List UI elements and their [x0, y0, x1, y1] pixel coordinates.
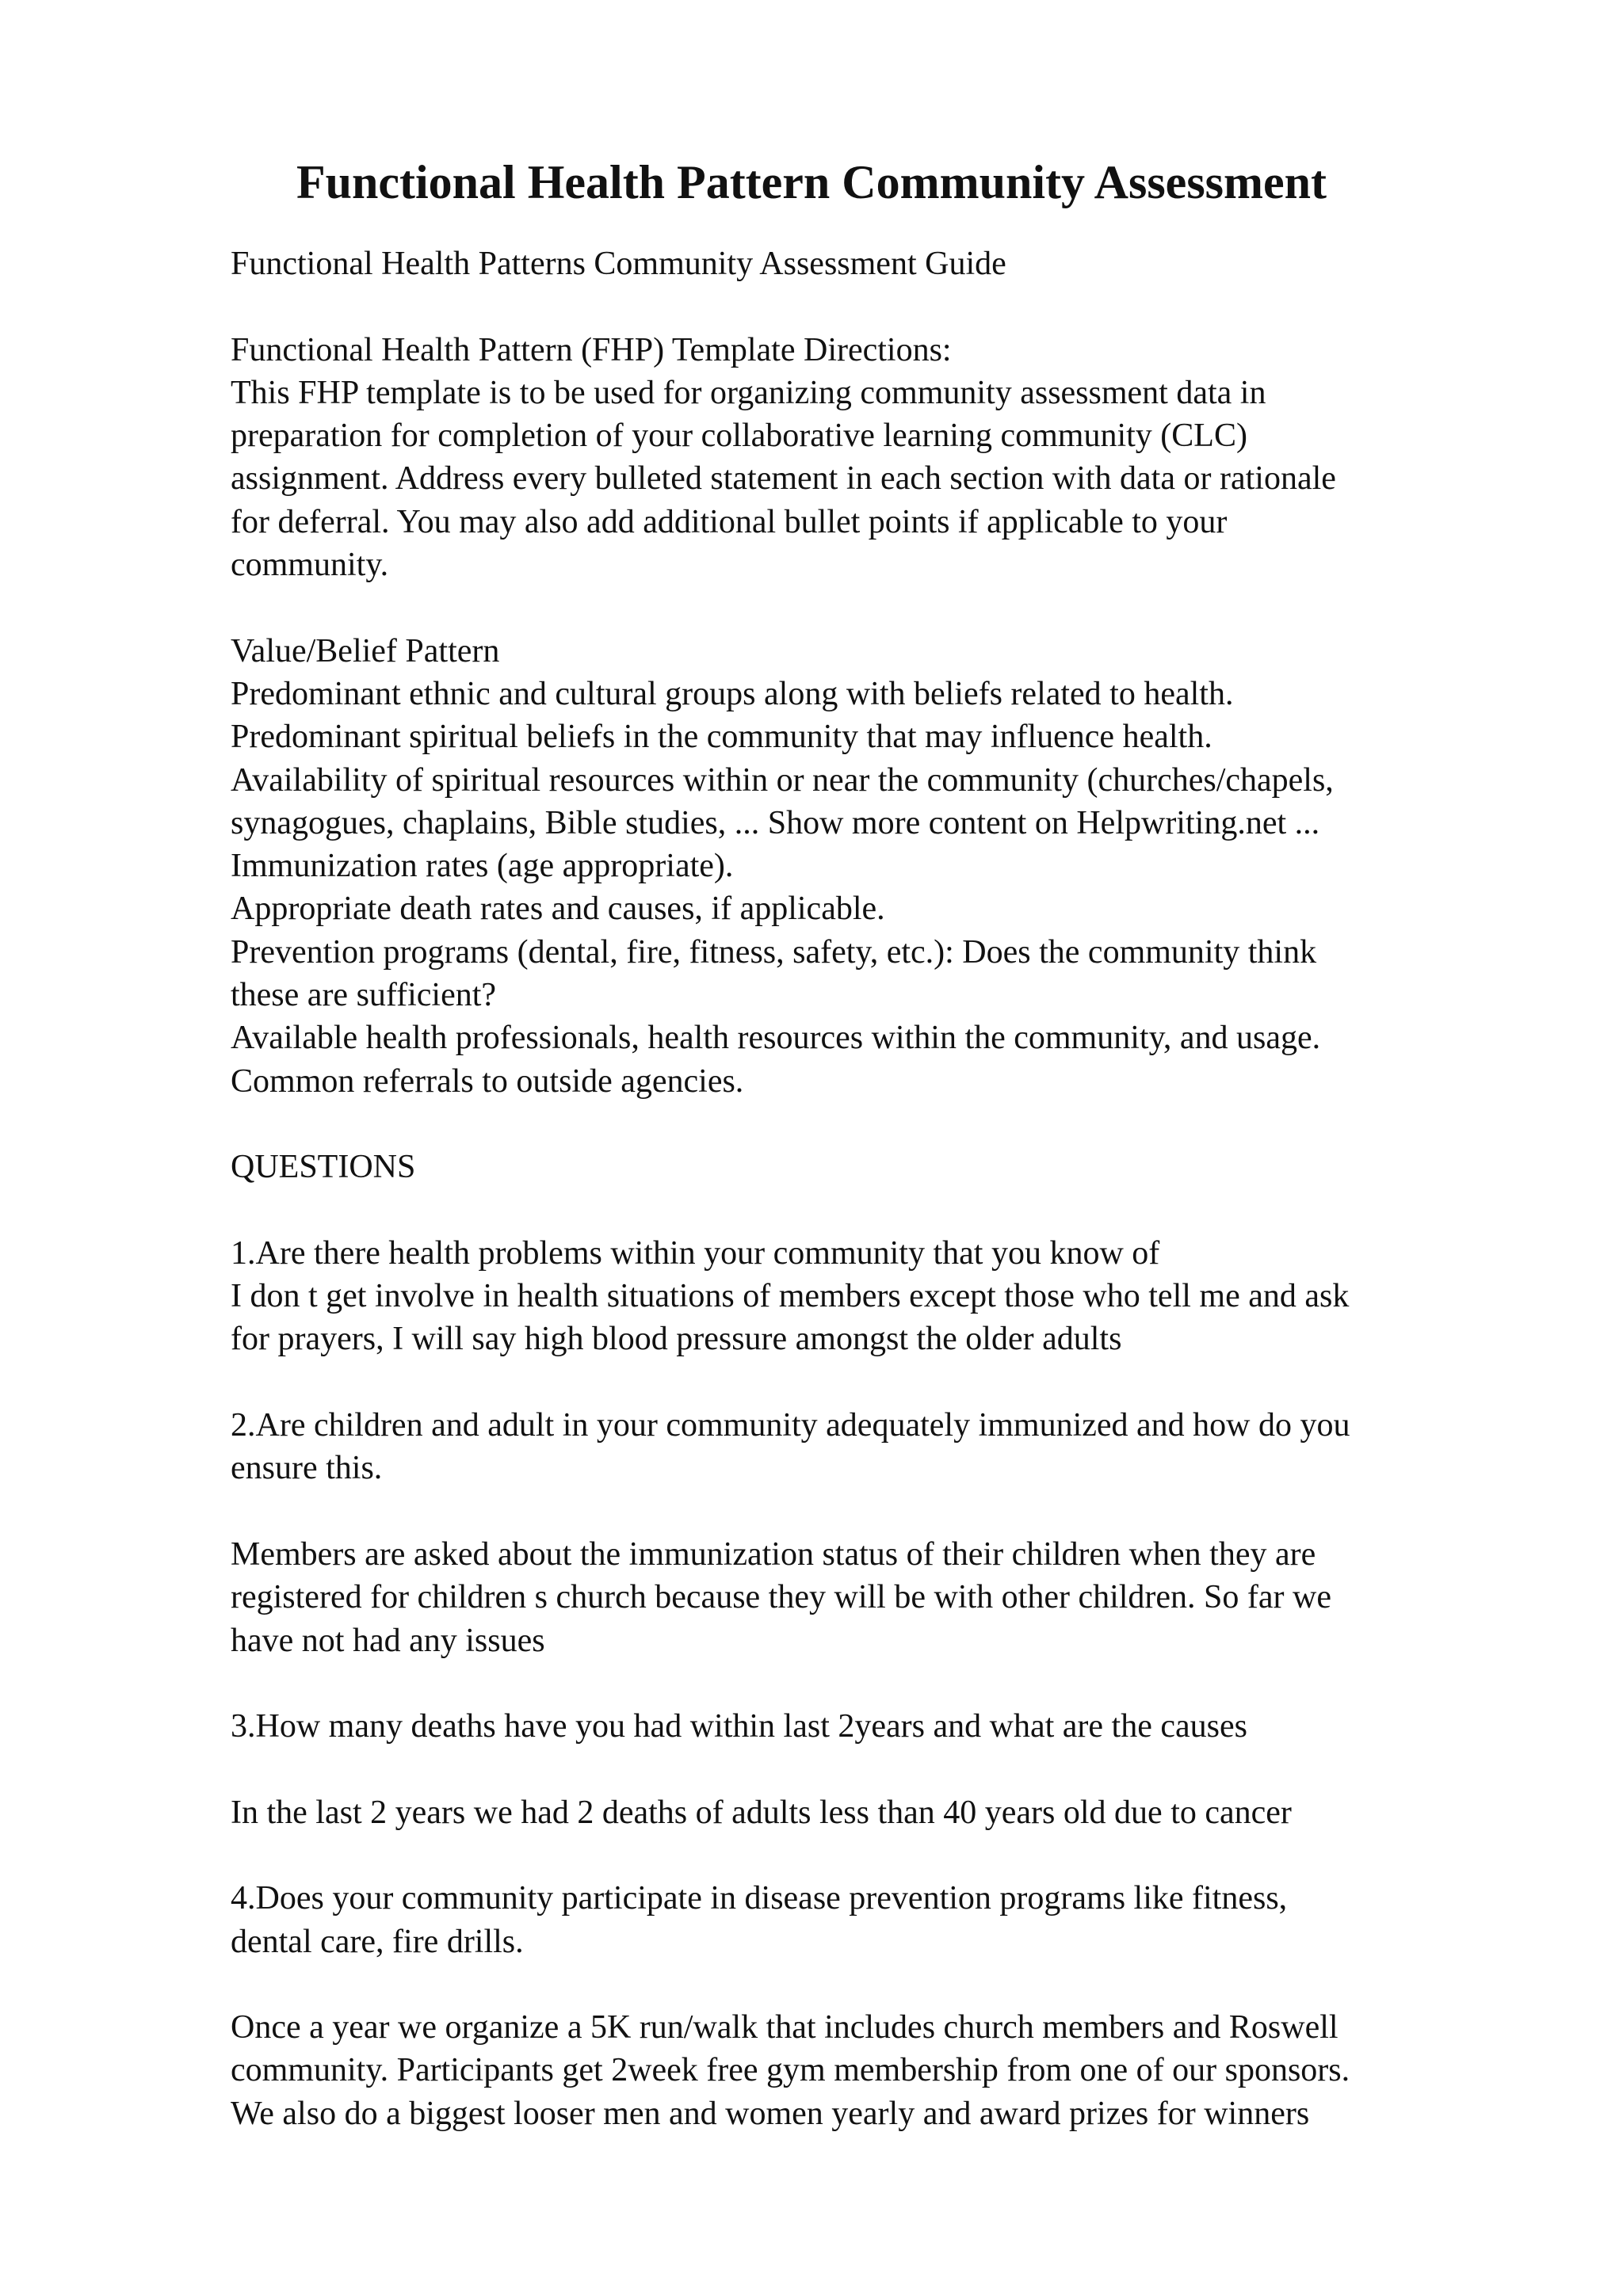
answer-text: I don t get involve in health situations of members except those who tell me and ask: [231, 1278, 1350, 1315]
answer-4: [231, 2006, 1514, 2135]
answer-text: In the last 2 years we had 2 deaths of adults less than 40 years old due to cancer: [231, 1794, 1292, 1831]
question-text: 2.Are children and adult in your community adequately immunized and how do you: [231, 1407, 1350, 1444]
answer-text: for prayers, I will say high blood pressure amongst the older adults: [231, 1321, 1122, 1358]
answer-text: community. Participants get 2week free gym membership from one of our sponsors.: [231, 2052, 1350, 2089]
text-line: QUESTIONS: [231, 1149, 416, 1186]
question-text: 1.Are there health problems within your community that you know of: [231, 1234, 1160, 1272]
guide-subtitle: [231, 242, 1514, 285]
directions-heading: Functional Health Pattern (FHP) Template Directions:: [231, 331, 952, 368]
question-text: 3.How many deaths have you had within last 2years and what are the causes: [231, 1708, 1247, 1745]
text-line: Common referrals to outside agencies.: [231, 1062, 744, 1100]
text-line: Availability of spiritual resources within or near the community (churches/chapels,: [231, 761, 1334, 799]
text-line: community.: [231, 547, 389, 584]
text-line: synagogues, chaplains, Bible studies, ... Show more content on Helpwriting.net ...: [231, 804, 1320, 841]
value-belief-pattern: [231, 630, 1514, 1103]
questions-heading: [231, 1146, 1514, 1188]
text-line: assignment. Address every bulleted statement in each section with data or rationale: [231, 460, 1336, 498]
question-4: [231, 1877, 1514, 1963]
answer-text: Members are asked about the immunization status of their children when they are: [231, 1535, 1316, 1573]
text-line: for deferral. You may also add additional bullet points if applicable to your: [231, 503, 1228, 540]
answer-text: registered for children s church because they will be with other children. So far we: [231, 1579, 1331, 1616]
question-text: 4.Does your community participate in disease prevention programs like fitness,: [231, 1880, 1288, 1917]
document-body: [231, 242, 1514, 2178]
question-text: ensure this.: [231, 1450, 383, 1487]
section-heading: Value/Belief Pattern: [231, 632, 500, 669]
answer-text: have not had any issues: [231, 1622, 545, 1659]
question-1: [231, 1232, 1514, 1361]
text-line: This FHP template is to be used for organizing community assessment data in: [231, 374, 1266, 411]
question-text: dental care, fire drills.: [231, 1923, 524, 1960]
text-line: Prevention programs (dental, fire, fitness, safety, etc.): Does the community think: [231, 933, 1317, 971]
answer-text: Once a year we organize a 5K run/walk that includes church members and Roswell: [231, 2009, 1338, 2046]
answer-text: We also do a biggest looser men and women yearly and award prizes for winners: [231, 2095, 1310, 2132]
document-title: Functional Health Pattern Community Assessment: [296, 156, 1327, 208]
answer-2: [231, 1533, 1514, 1662]
question-3: [231, 1705, 1514, 1748]
text-line: Functional Health Patterns Community Assessment Guide: [231, 246, 1006, 282]
template-directions: [231, 329, 1514, 587]
text-line: Predominant ethnic and cultural groups along with beliefs related to health.: [231, 675, 1234, 712]
answer-3: [231, 1791, 1514, 1834]
text-line: Immunization rates (age appropriate).: [231, 848, 734, 885]
text-line: Predominant spiritual beliefs in the community that may influence health.: [231, 719, 1212, 756]
text-line: Available health professionals, health resources within the community, and usage.: [231, 1020, 1321, 1057]
text-line: preparation for completion of your collaborative learning community (CLC): [231, 418, 1247, 455]
question-2: [231, 1404, 1514, 1490]
text-line: these are sufficient?: [231, 977, 497, 1014]
text-line: Appropriate death rates and causes, if applicable.: [231, 891, 885, 928]
